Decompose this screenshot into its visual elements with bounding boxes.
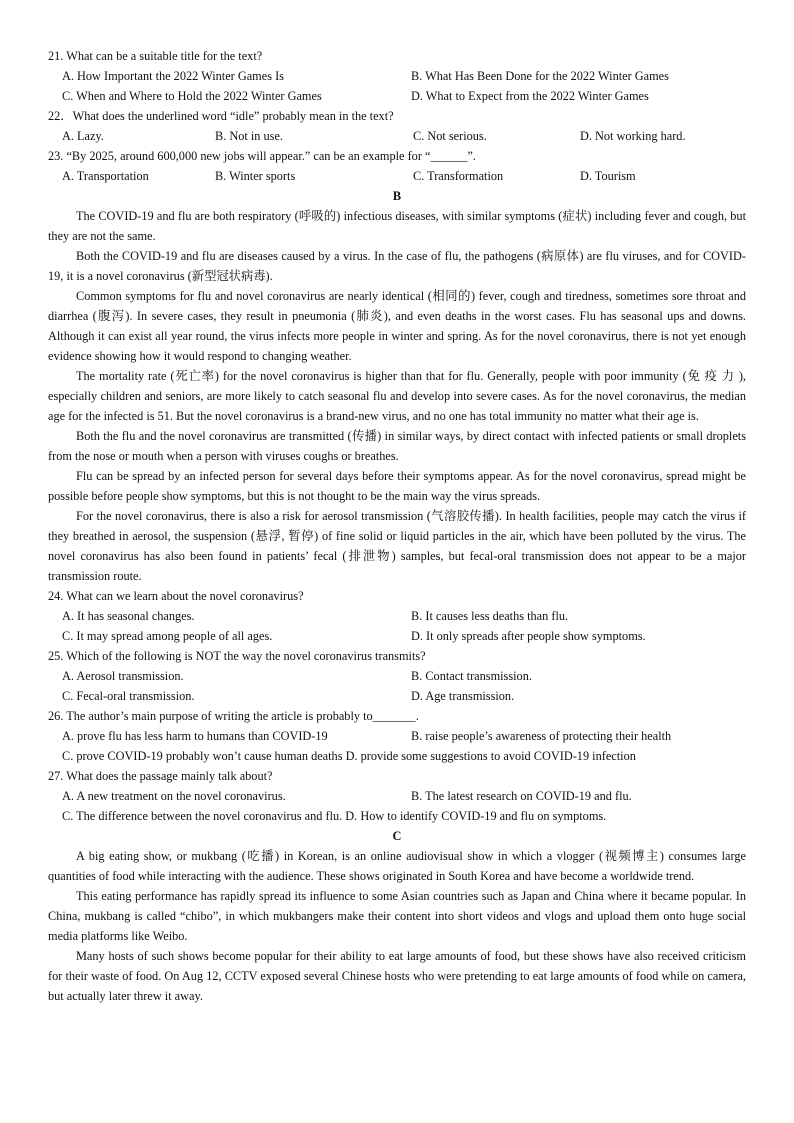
option-25b: B. Contact transmission. xyxy=(411,669,532,683)
option-23d: D. Tourism xyxy=(580,169,636,183)
question-27-options xyxy=(48,786,746,806)
option-24a: A. It has seasonal changes. xyxy=(62,609,195,623)
question-23: 23. “By 2025, around 600,000 new jobs will appear.” can be an example for “______”. xyxy=(48,149,476,163)
option-24c: C. It may spread among people of all ages. xyxy=(62,629,273,643)
document-page xyxy=(48,46,746,1006)
question-21: 21. What can be a suitable title for the text? xyxy=(48,49,263,63)
question-22-options xyxy=(48,126,746,146)
question-24: 24. What can we learn about the novel coronavirus? xyxy=(48,589,304,603)
section-b-paragraph: Flu can be spread by an infected person for several days before their symptoms appear. As for the novel coronavirus, spread might be possible before people show symptoms, but this is not thought to be the main way the virus spreads. xyxy=(48,469,746,503)
section-b-paragraph: Both the flu and the novel coronavirus are transmitted (传播) in similar ways, by direct contact with infected patients or small droplets from the nose or mouth when a person with viruses coughs or breathes. xyxy=(48,429,746,463)
option-26a: A. prove flu has less harm to humans than COVID-19 xyxy=(62,729,328,743)
question-25-options xyxy=(48,666,746,686)
section-b-paragraph: Both the COVID-19 and flu are diseases caused by a virus. In the case of flu, the pathogens (病原体) are flu viruses, and for COVID-19, it is a novel coronavirus (新型冠状病毒). xyxy=(48,249,746,283)
option-22a: A. Lazy. xyxy=(62,129,104,143)
option-27a: A. A new treatment on the novel coronavirus. xyxy=(62,789,286,803)
question-21-options-row2 xyxy=(48,86,746,106)
option-22b: B. Not in use. xyxy=(215,129,283,143)
option-24b: B. It causes less deaths than flu. xyxy=(411,609,569,623)
question-22: 22．What does the underlined word “idle” probably mean in the text? xyxy=(48,109,394,123)
question-26-options-row2: C. prove COVID-19 probably won’t cause human deaths D. provide some suggestions to avoid COVID-19 infection xyxy=(62,749,636,763)
option-22c: C. Not serious. xyxy=(413,129,487,143)
option-25a: A. Aerosol transmission. xyxy=(62,669,184,683)
question-25-options-row2 xyxy=(48,686,746,706)
question-26-options xyxy=(48,726,746,746)
question-25: 25. Which of the following is NOT the way the novel coronavirus transmits? xyxy=(48,649,426,663)
option-25d: D. Age transmission. xyxy=(411,689,515,703)
question-26: 26. The author’s main purpose of writing the article is probably to_______. xyxy=(48,709,419,723)
option-25c: C. Fecal-oral transmission. xyxy=(62,689,195,703)
section-b-title: B xyxy=(392,189,402,203)
option-21b: B. What Has Been Done for the 2022 Winter Games xyxy=(411,69,669,83)
question-23-options xyxy=(48,166,746,186)
option-22d: D. Not working hard. xyxy=(580,129,686,143)
section-b-paragraph: The COVID-19 and flu are both respiratory (呼吸的) infectious diseases, with similar symptoms (症状) including fever and cough, but they are not the same. xyxy=(48,209,746,243)
section-c-paragraph: This eating performance has rapidly spread its influence to some Asian countries such as Japan and China where it became popular. In China, mukbang is called “chibo”, in which mukbangers make their content into short videos and vlogs and upload them onto huge social media platforms like Weibo. xyxy=(48,889,746,943)
option-26b: B. raise people’s awareness of protecting their health xyxy=(411,729,672,743)
option-24d: D. It only spreads after people show symptoms. xyxy=(411,629,646,643)
section-c-title: C xyxy=(392,829,402,843)
section-b-paragraph: The mortality rate (死亡率) for the novel coronavirus is higher than that for flu. Generally, people with poor immunity (免 疫 力 ), especially children and seniors, are more likely to catch seasonal flu and develop into severe cases. As for the novel coronavirus, the median age for the infected is 51. But the novel coronavirus is a brand-new virus, and no one has total immunity no matter what their age is. xyxy=(48,369,746,423)
section-c-paragraph: Many hosts of such shows become popular for their ability to eat large amounts of food, but these shows have also received criticism for their waste of food. On Aug 12, CCTV exposed several Chinese hosts who were pretending to eat large amounts of food while on camera, but actually later threw it away. xyxy=(48,949,746,1003)
section-b-paragraph: For the novel coronavirus, there is also a risk for aerosol transmission (气溶胶传播). In health facilities, people may catch the virus if they breathed in aerosol, the suspension (悬浮, 暂停) of fine solid or liquid particles in the air, which have been polluted by the virus. The novel coronavirus has also been found in patients’ fecal (排泄物) samples, but fecal-oral transmission does not appear to be a major transmission route. xyxy=(48,509,746,583)
option-23c: C. Transformation xyxy=(413,169,504,183)
section-b-paragraph: Common symptoms for flu and novel coronavirus are nearly identical (相同的) fever, cough and tiredness, sometimes sore throat and diarrhea (腹泻). In severe cases, they result in pneumonia (肺炎), and even deaths in the worst cases. Flu has seasonal ups and downs. Although it can exist all year round, the virus infects more people in winter and spring. As for the novel coronavirus, there is not yet enough evidence showing how it would respond to changing weather. xyxy=(48,289,746,363)
question-27: 27. What does the passage mainly talk about? xyxy=(48,769,273,783)
question-24-options xyxy=(48,606,746,626)
question-24-options-row2 xyxy=(48,626,746,646)
option-21a: A. How Important the 2022 Winter Games Is xyxy=(62,69,284,83)
section-c-paragraph: A big eating show, or mukbang (吃播) in Korean, is an online audiovisual show in which a vlogger (视频博主) consumes large quantities of food while interacting with the audience. These shows originated in South Korea and have become a worldwide trend. xyxy=(48,849,746,883)
option-21c: C. When and Where to Hold the 2022 Winter Games xyxy=(62,89,322,103)
question-21-options xyxy=(48,66,746,86)
option-23b: B. Winter sports xyxy=(215,169,296,183)
question-27-options-row2: C. The difference between the novel coronavirus and flu. D. How to identify COVID-19 and flu on symptoms. xyxy=(62,809,607,823)
option-23a: A. Transportation xyxy=(62,169,149,183)
option-27b: B. The latest research on COVID-19 and flu. xyxy=(411,789,632,803)
option-21d: D. What to Expect from the 2022 Winter Games xyxy=(411,89,649,103)
